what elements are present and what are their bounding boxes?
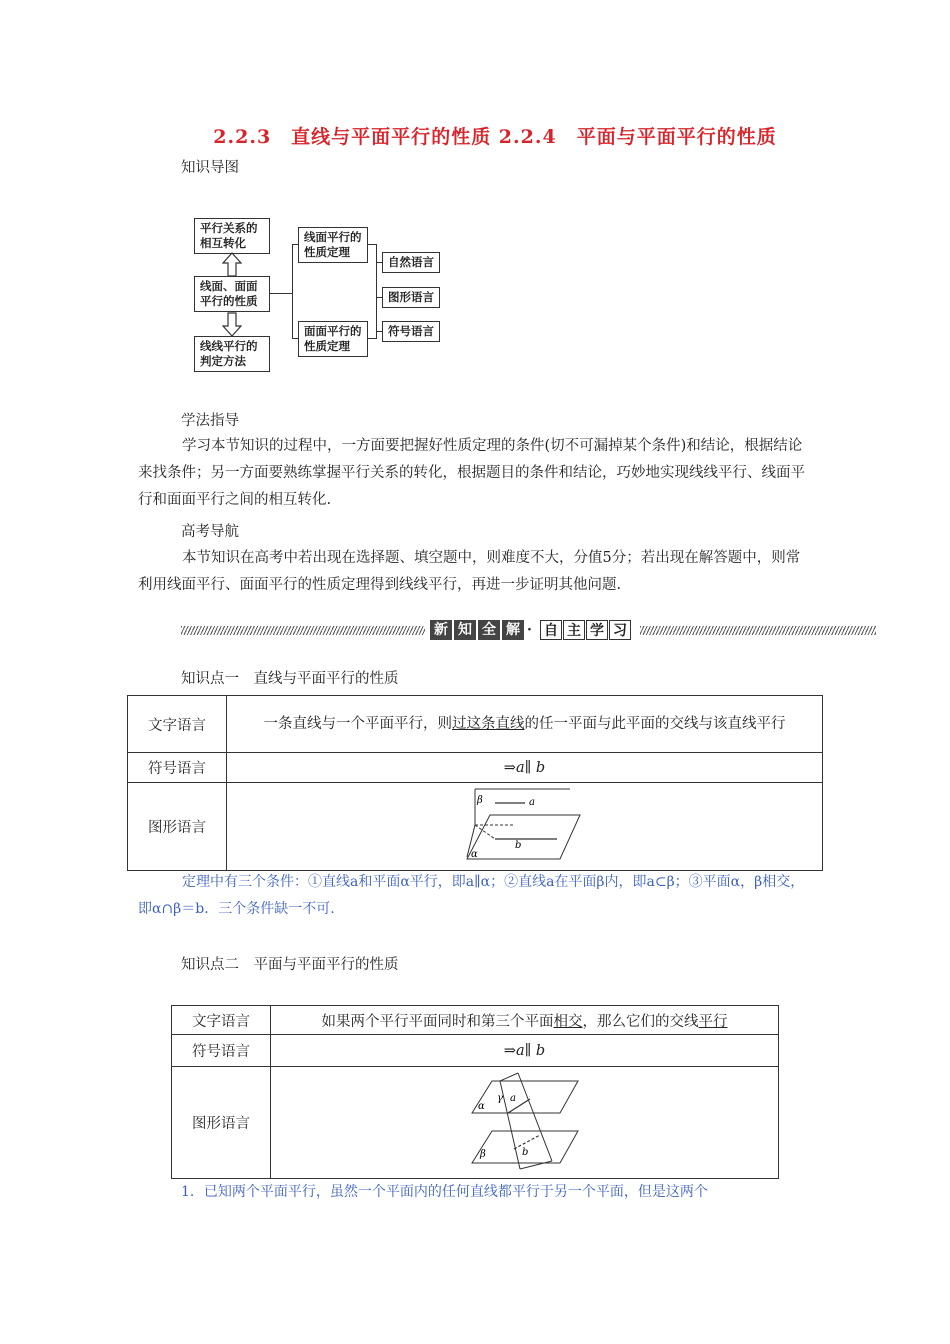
line-plane-parallel-figure: [465, 787, 585, 863]
map-box-parallel-transform: 平行关系的相互转化: [194, 218, 270, 254]
point1-figure-cell: [227, 783, 823, 871]
banner-char: 学: [586, 620, 608, 640]
knowledge-map-heading: 知识导图: [181, 160, 239, 176]
study-method-text: 学习本节知识的过程中，一方面要把握好性质定理的条件(切不可漏掉某个条件)和结论，根据结论来找条件；另一方面要熟练掌握平行关系的转化，根据题目的条件和结论，巧妙地实现线线平行、线面平行和面面平行之间的相互转化.: [138, 438, 805, 508]
point1-symbol-label: 符号语言: [128, 753, 227, 783]
point2-note: 1．已知两个平面平行，虽然一个平面内的任何直线都平行于另一个平面，但是这两个: [181, 1184, 708, 1200]
banner-char: 知: [454, 620, 476, 640]
label-beta: β: [479, 1148, 486, 1160]
banner-char: 主: [563, 620, 585, 640]
plane-plane-parallel-figure: [470, 1071, 580, 1171]
point2-table: [171, 1005, 779, 1179]
point1-text-value: 一条直线与一个平面平行，则过这条直线的任一平面与此平面的交线与该直线平行: [227, 696, 823, 753]
map-box-plane-plane-theorem: 面面平行的性质定理: [298, 321, 368, 357]
banner-hatch-right: [640, 626, 876, 635]
label-a: a: [528, 796, 535, 808]
label-b: b: [514, 839, 521, 851]
map-box-symbol-language: 符号语言: [382, 321, 440, 342]
exam-guide-text: 本节知识在高考中若出现在选择题、填空题中，则难度不大，分值5分；若出现在解答题中，则常利用线面平行、面面平行的性质定理得到线线平行，再进一步证明其他问题.: [138, 550, 801, 593]
map-box-natural-language: 自然语言: [382, 252, 440, 273]
up-arrow-icon: [222, 252, 242, 278]
label-gamma: γ: [496, 1092, 503, 1104]
point1-figure-label: 图形语言: [128, 783, 227, 871]
label-beta: β: [476, 794, 483, 806]
point2-figure-cell: [271, 1067, 779, 1179]
banner-hatch-left: [181, 626, 425, 635]
point2-heading: 知识点二 平面与平面平行的性质: [181, 957, 399, 973]
exam-guide-heading: 高考导航: [181, 524, 239, 540]
label-alpha: α: [470, 848, 478, 860]
map-box-line-plane-theorem: 线面平行的性质定理: [298, 227, 368, 263]
point1-table: [127, 695, 823, 871]
page-title: 2.2.3 直线与平面平行的性质 2.2.4 平面与平面平行的性质: [213, 126, 777, 148]
label-a: a: [509, 1092, 516, 1104]
banner-dot: ·: [527, 622, 532, 638]
point1-text-label: 文字语言: [128, 696, 227, 753]
down-arrow-icon: [222, 311, 242, 337]
banner-char: 解: [502, 620, 524, 640]
point2-text-value: 如果两个平行平面同时和第三个平面相交，那么它们的交线平行: [271, 1006, 779, 1035]
map-box-properties: 线面、面面平行的性质: [194, 276, 270, 312]
point2-symbol-value: ⇒a∥ b: [271, 1035, 779, 1067]
point2-symbol-label: 符号语言: [172, 1035, 271, 1067]
point1-note: 定理中有三个条件：①直线a和平面α平行，即a∥α；②直线a在平面β内，即a⊂β；③平面α，β相交，即α∩β＝b．三个条件缺一不可.: [138, 874, 805, 917]
map-box-figure-language: 图形语言: [382, 287, 440, 308]
study-method-heading: 学法指导: [181, 413, 239, 429]
banner-char: 全: [478, 620, 500, 640]
label-b: b: [521, 1146, 528, 1158]
point1-symbol-value: ⇒a∥ b: [227, 753, 823, 783]
point2-text-label: 文字语言: [172, 1006, 271, 1035]
map-box-line-parallel-methods: 线线平行的判定方法: [194, 336, 270, 372]
point1-heading: 知识点一 直线与平面平行的性质: [181, 671, 399, 687]
banner-char: 习: [609, 620, 631, 640]
banner-char: 自: [540, 620, 562, 640]
point2-figure-label: 图形语言: [172, 1067, 271, 1179]
label-alpha: α: [477, 1100, 485, 1112]
banner-char: 新: [430, 620, 452, 640]
